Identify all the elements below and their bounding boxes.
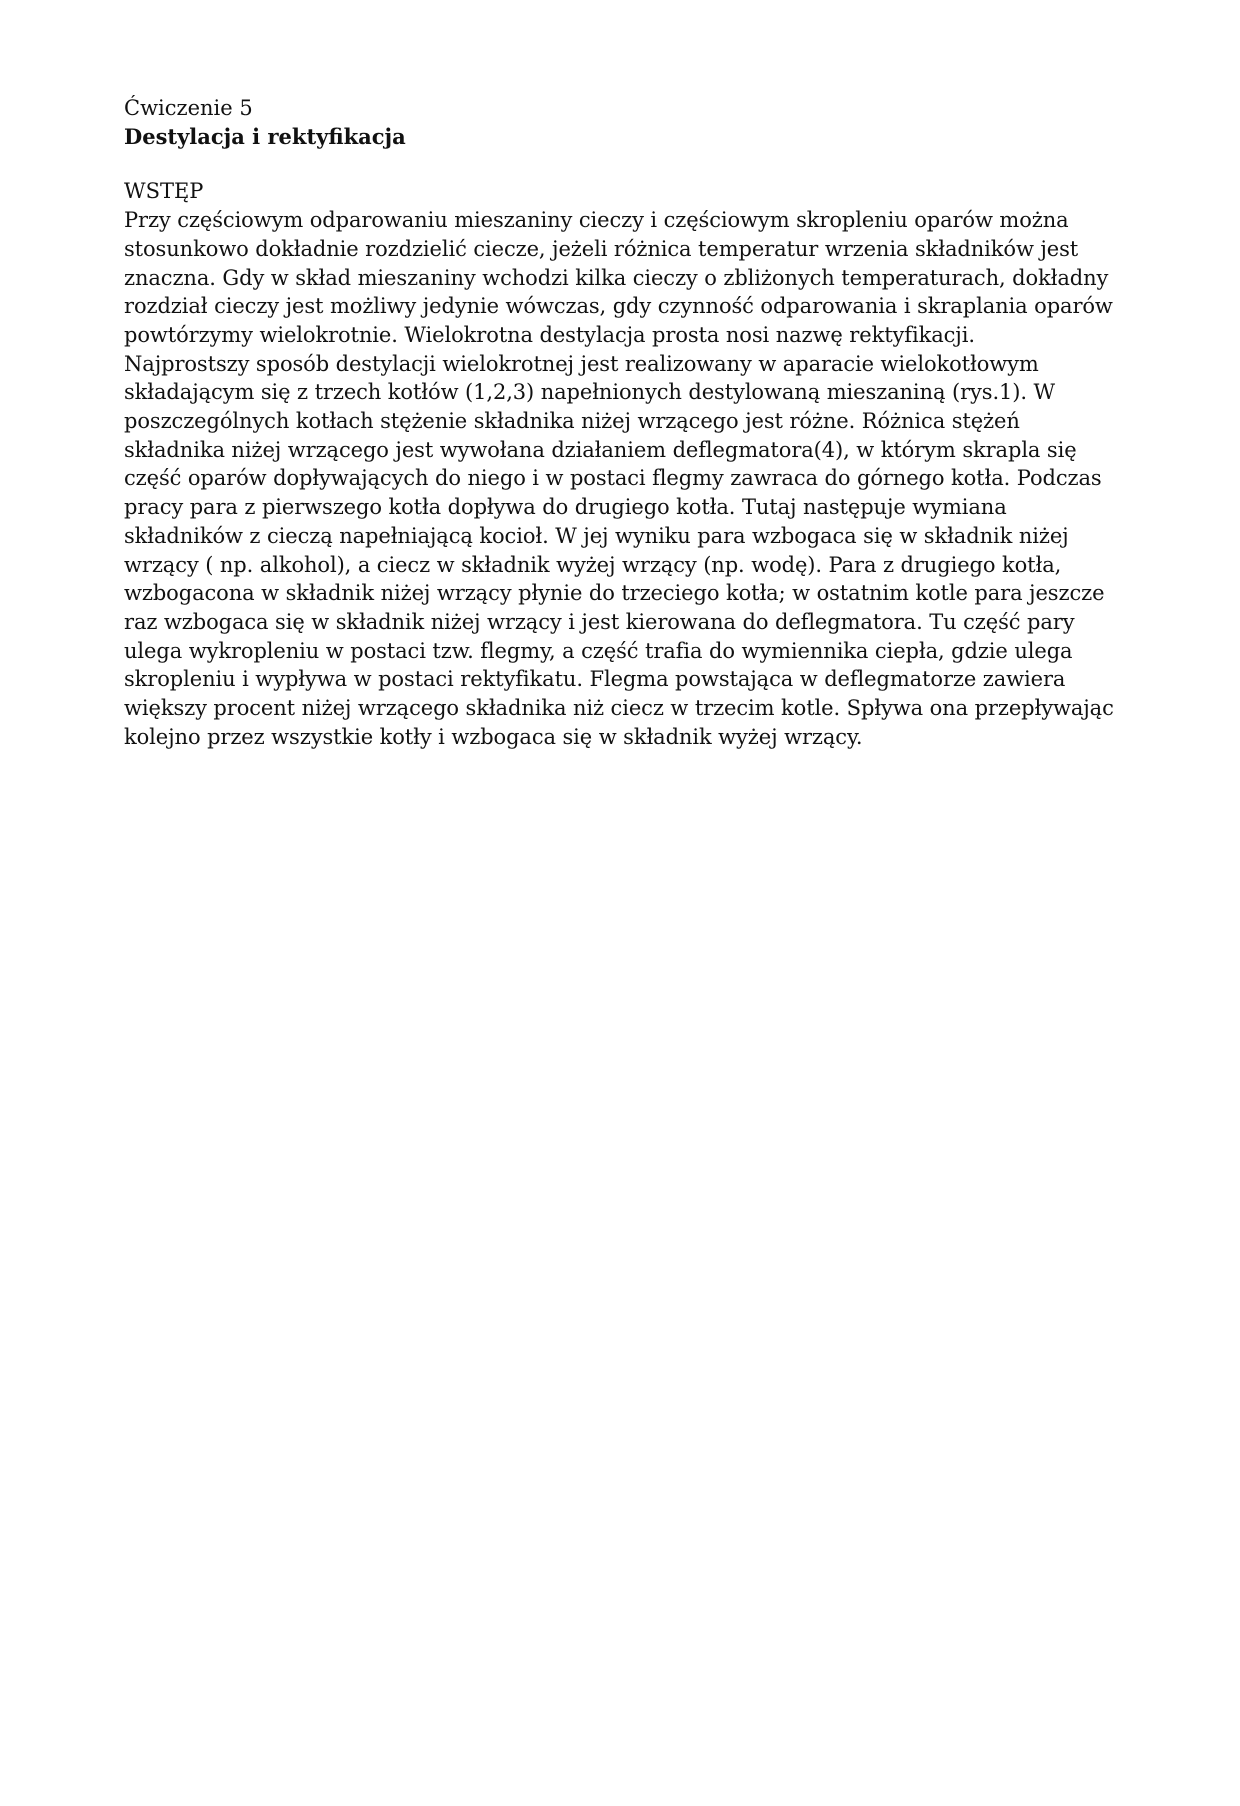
section-heading: WSTĘP xyxy=(124,179,204,204)
document-body xyxy=(124,94,1124,751)
exercise-label: Ćwiczenie 5 xyxy=(124,96,253,120)
paragraph-intro: Przy częściowym odparowaniu mieszaniny cieczy i częściowym skropleniu oparów można stosunkowo dokładnie rozdzielić ciecze, jeżeli różnica temperatur wrzenia składników jest znaczna. Gdy w skład mieszaniny wchodzi kilka cieczy o zbliżonych temperaturach, dokładny rozdział cieczy jest możliwy jedynie wówczas, gdy czynność odparowania i skraplania oparów powtórzymy wielokrotnie. Wielokrotna destylacja prosta nosi nazwę rektyfikacji. xyxy=(124,208,1113,347)
paragraph-apparatus: Najprostszy sposób destylacji wielokrotnej jest realizowany w aparacie wielokotłowym składającym się z trzech kotłów (1,2,3) napełnionych destylowaną mieszaniną (rys.1). W poszczególnych kotłach stężenie składnika niżej wrzącego jest różne. Różnica stężeń składnika niżej wrzącego jest wywołana działaniem deflegmatora(4), w którym skrapla się część oparów dopływających do niego i w postaci flegmy zawraca do górnego kotła. Podczas pracy para z pierwszego kotła dopływa do drugiego kotła. Tutaj następuje wymiana składników z cieczą napełniającą kocioł. W jej wyniku para wzbogaca się w składnik niżej wrzący ( np. alkohol), a ciecz w składnik wyżej wrzący (np. wodę). Para z drugiego kotła, wzbogacona w składnik niżej wrzący płynie do trzeciego kotła; w ostatnim kotle para jeszcze raz wzbogaca się w składnik niżej wrzący i jest kierowana do deflegmatora. Tu część pary ulega wykropleniu w postaci tzw. flegmy, a część trafia do wymiennika ciepła, gdzie ulega skropleniu i wypływa w postaci rektyfikatu. Flegma powstająca w deflegmatorze zawiera większy procent niżej wrzącego składnika niż ciecz w trzecim kotle. Spływa ona przepływając kolejno przez wszystkie kotły i wzbogaca się w składnik wyżej wrzący. xyxy=(124,351,1114,749)
document-title: Destylacja i rektyfikacja xyxy=(124,123,406,149)
